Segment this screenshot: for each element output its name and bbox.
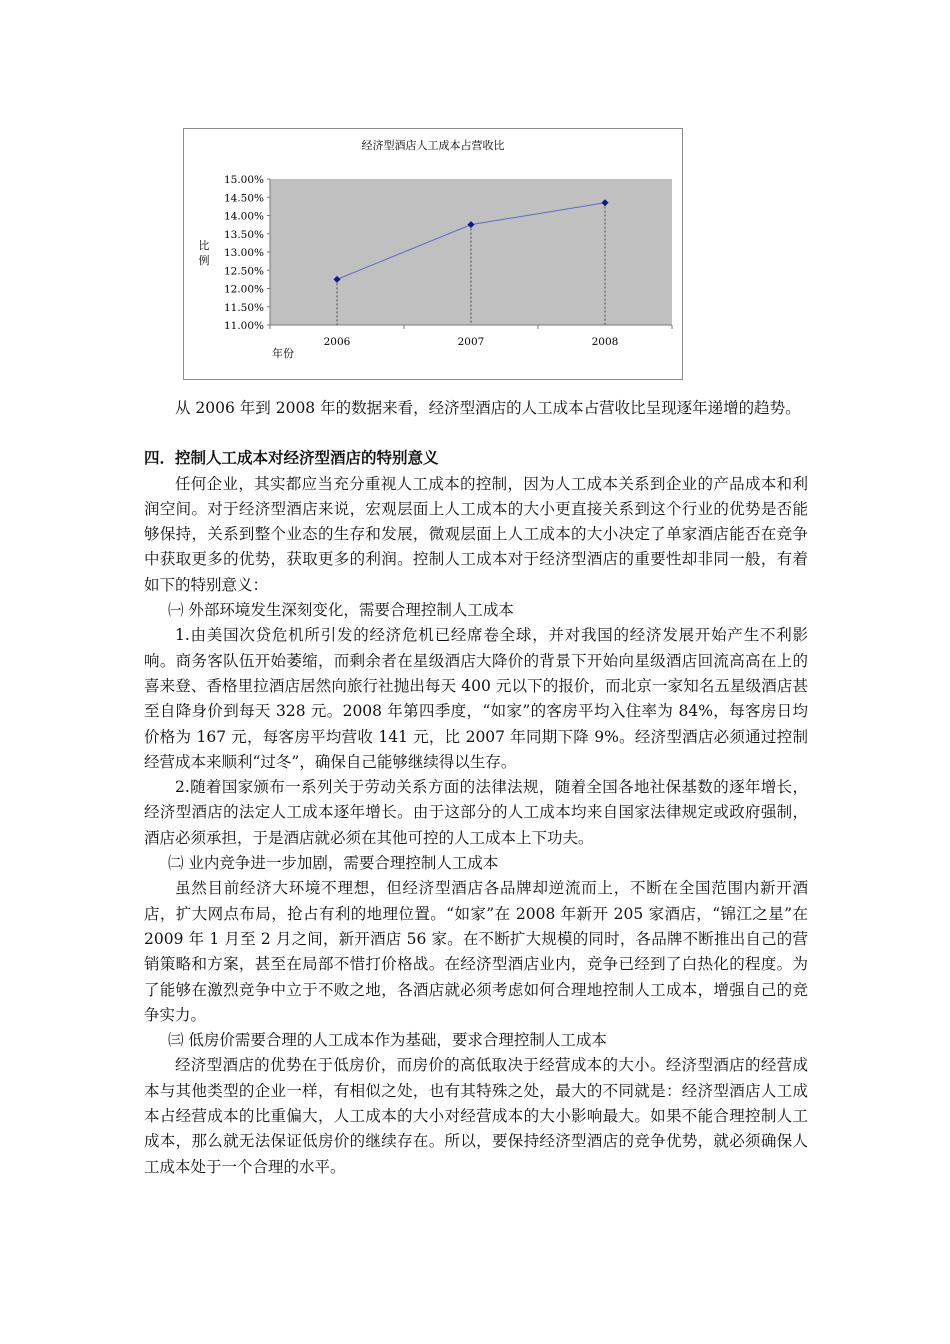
y-axis-ticks — [224, 174, 270, 332]
x-tick-label: 2006 — [323, 336, 351, 348]
y-axis-label-char-2: 例 — [198, 254, 210, 267]
x-axis-ticks — [270, 325, 672, 348]
y-tick-label: 12.00% — [223, 283, 264, 296]
y-axis-label — [199, 238, 210, 267]
y-tick-label: 11.00% — [223, 320, 264, 332]
paragraph-4: 经济型酒店的优势在于低房价，而房价的高低取决于经营成本的大小。经济型酒店的经营成本与其他类型的企业一样，有相似之处，也有其特殊之处，最大的不同就是：经济型酒店人工成本占经营成本的比重偏大，人工成本的大小对经营成本的大小影响最大。如果不能合理控制人工成本，那么就无法保证低房价的继续存在。所以，要保持经济型酒店的竞争优势，就必须确保人工成本处于一个合理的水平。 — [144, 1056, 808, 1176]
subheading-2: ㈡ 业内竞争进一步加剧，需要合理控制人工成本 — [168, 854, 499, 873]
y-axis-label-char-1: 比 — [198, 239, 210, 252]
y-tick-label: 14.00% — [223, 210, 264, 223]
y-tick-label: 14.50% — [223, 192, 264, 205]
chart-svg — [184, 129, 682, 379]
y-tick-label: 11.50% — [223, 301, 264, 314]
chart-title: 经济型酒店人工成本占营收比 — [361, 139, 505, 152]
y-tick-label: 15.00% — [223, 174, 264, 186]
paragraph-1: 1.由美国次贷危机所引发的经济危机已经席卷全球，并对我国的经济发展开始产生不利影响。商务客队伍开始萎缩，而剩余者在星级酒店大降价的背景下开始向星级酒店回流高高在上的喜来登、香格里拉酒店居然向旅行社抛出每天 400 元以下的报价，而北京一家知名五星级酒店甚至自降身价到每天 328 元。2008 年第四季度，“如家”的客房平均入住率为 84%，每客房日均价格为 167 元，每客房平均营收 141 元，比 2007 年同期下降 9%。经济型酒店必须通过控制经营成本来顺利“过冬”，确保自己能够继续得以生存。 — [144, 626, 808, 771]
y-tick-label: 13.50% — [223, 228, 264, 241]
intro-paragraph: 任何企业，其实都应当充分重视人工成本的控制，因为人工成本关系到企业的产品成本和利润空间。对于经济型酒店来说，宏观层面上人工成本的大小更直接关系到这个行业的优势是否能够保持，关系到整个业态的生存和发展，微观层面上人工成本的大小决定了单家酒店能否在竞争中获取更多的优势，获取更多的利润。控制人工成本对于经济型酒店的重要性却非同一般，有着如下的特别意义： — [144, 474, 808, 594]
x-tick-label: 2008 — [591, 336, 619, 348]
paragraph-2: 2.随着国家颁布一系列关于劳动关系方面的法律法规，随着全国各地社保基数的逐年增长，经济型酒店的法定人工成本逐年增长。由于这部分的人工成本均来自国家法律规定或政府强制，酒店必须承担，于是酒店就必须在其他可控的人工成本上下功夫。 — [144, 778, 808, 847]
article-body — [144, 396, 808, 1180]
section-heading: 四．控制人工成本对经济型酒店的特别意义 — [144, 449, 439, 468]
y-tick-label: 12.50% — [223, 265, 264, 278]
x-axis-label: 年份 — [272, 347, 294, 360]
labor-cost-chart — [183, 128, 683, 380]
plot-area — [270, 179, 672, 325]
y-tick-label: 13.00% — [223, 247, 264, 259]
x-tick-label: 2007 — [457, 336, 485, 348]
subheading-1: ㈠ 外部环境发生深刻变化，需要合理控制人工成本 — [168, 601, 514, 620]
chart-conclusion: 从 2006 年到 2008 年的数据来看，经济型酒店的人工成本占营收比呈现逐年递增的趋势。 — [175, 399, 801, 417]
subheading-3: ㈢ 低房价需要合理的人工成本作为基础，要求合理控制人工成本 — [168, 1031, 607, 1050]
paragraph-3: 虽然目前经济大环境不理想，但经济型酒店各品牌却逆流而上，不断在全国范围内新开酒店，扩大网点布局，抢占有利的地理位置。“如家”在 2008 年新开 205 家酒店，“锦江之星”在 2009 年 1 月至 2 月之间，新开酒店 56 家。在不断扩大规模的同时，各品牌不断推出自己的营销策略和方案，甚至在局部不惜打价格战。在经济型酒店业内，竞争已经到了白热化的程度。为了能够在激烈竞争中立于不败之地，各酒店就必须考虑如何合理地控制人工成本，增强自己的竞争实力。 — [144, 879, 808, 1024]
